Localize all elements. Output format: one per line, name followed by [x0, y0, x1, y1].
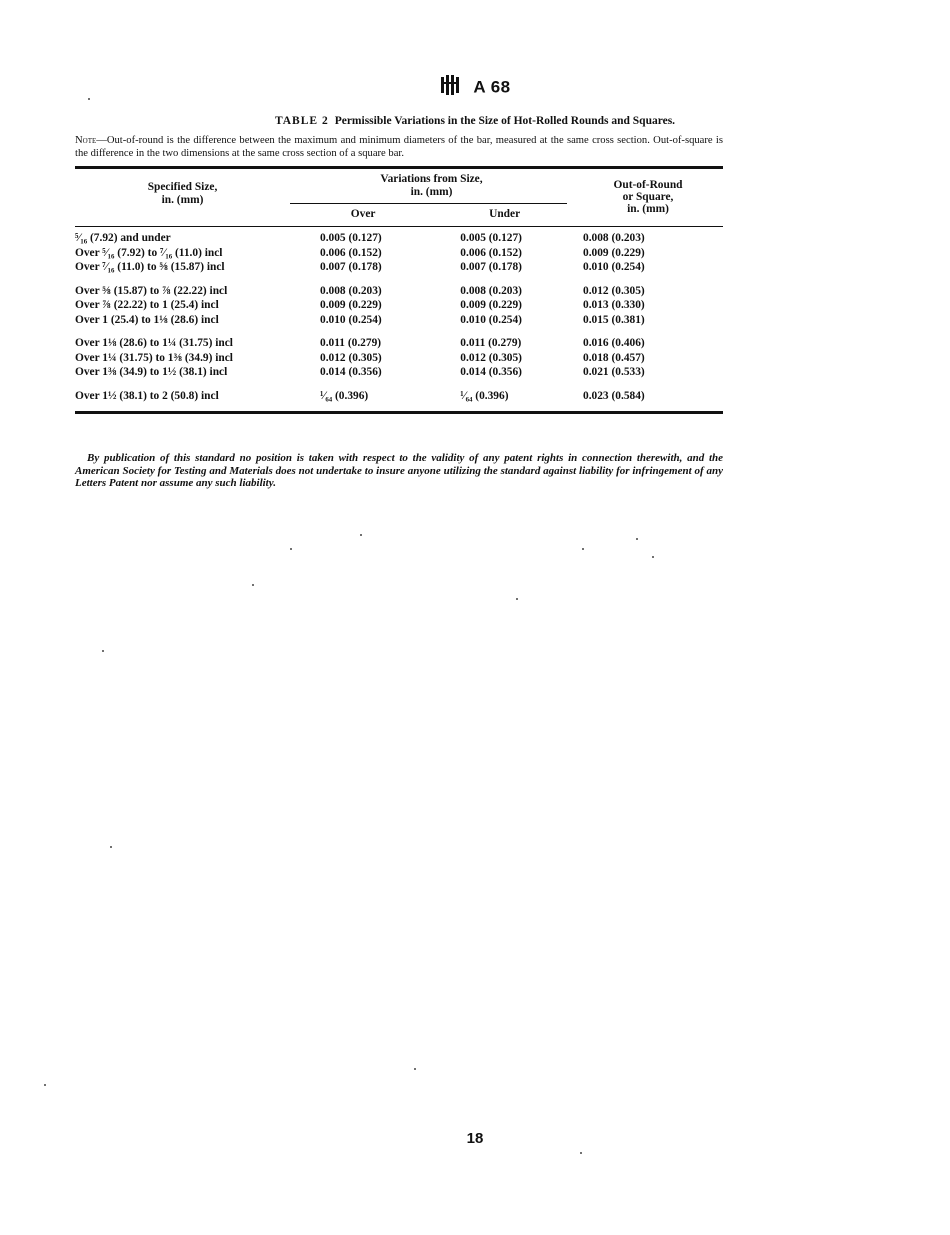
header-specified-size: Specified Size, in. (mm) [147, 181, 218, 206]
scan-speck [110, 846, 112, 848]
scan-speck [102, 650, 104, 652]
scan-speck [516, 598, 518, 600]
scan-speck [290, 548, 292, 550]
scan-speck [360, 534, 362, 536]
table-row: Over ⁵⁄₁₆ (7.92) to ⁷⁄₁₆ (11.0) incl 0.006 (0.152) 0.006 (0.152) 0.009 (0.229) [75, 246, 645, 259]
scan-speck [636, 538, 638, 540]
size-variations-table [75, 166, 723, 414]
table-row: Over ⅝ (15.87) to ⅞ (22.22) incl 0.008 (0.203) 0.008 (0.203) 0.012 (0.305) [75, 284, 645, 297]
table-row: ⁵⁄₁₆ (7.92) and under 0.005 (0.127) 0.005 (0.127) 0.008 (0.203) [75, 232, 645, 244]
scan-speck [580, 1152, 582, 1154]
table-row: Over 1 (25.4) to 1⅛ (28.6) incl 0.010 (0.254) 0.010 (0.254) 0.015 (0.381) [75, 313, 645, 326]
scan-speck [414, 1068, 416, 1070]
table-title [0, 115, 950, 127]
note-label: Note [75, 135, 97, 146]
header-variations: Variations from Size, in. (mm) [290, 169, 573, 204]
table-bottom-rule [75, 411, 723, 414]
scan-speck [44, 1084, 46, 1086]
table-row: Over 1¼ (31.75) to 1⅜ (34.9) incl 0.012 (0.305) 0.012 (0.305) 0.018 (0.457) [75, 351, 645, 364]
page-header [0, 74, 950, 101]
header-under: Under [489, 208, 521, 220]
table-row: Over 1½ (38.1) to 2 (50.8) incl ¹⁄₆₄ (0.396) ¹⁄₆₄ (0.396) 0.023 (0.584) [75, 389, 645, 402]
header-over: Over [350, 208, 376, 220]
scan-speck [88, 98, 90, 100]
scan-speck [582, 548, 584, 550]
table-row: Over ⅞ (22.22) to 1 (25.4) incl 0.009 (0.229) 0.009 (0.229) 0.013 (0.330) [75, 299, 645, 311]
astm-logo-icon [439, 74, 461, 101]
table-title-text: Permissible Variations in the Size of Hot-Rolled Rounds and Squares. [334, 115, 676, 127]
note-text: —Out-of-round is the difference between the maximum and minimum diameters of the bar, measured at the same cross section. Out-of-square is the difference in the two dimensions at the same cross section of a square bar. [75, 135, 723, 159]
page-number: 18 [466, 1130, 484, 1147]
patent-disclaimer: By publication of this standard no position is taken with respect to the validity of any patent rights in connection therewith, and the American Society for Testing and Materials does not undertake to insure anyone utilizing the standard against liability for infringement of any Letters Patent nor assume any such liability. [75, 452, 723, 489]
scan-speck [252, 584, 254, 586]
table-label: TABLE 2 [274, 115, 329, 127]
table-row: Over 1⅜ (34.9) to 1½ (38.1) incl 0.014 (0.356) 0.014 (0.356) 0.021 (0.533) [75, 366, 645, 378]
table-row: Over 1⅛ (28.6) to 1¼ (31.75) incl 0.011 (0.279) 0.011 (0.279) 0.016 (0.406) [75, 337, 645, 349]
table-row: Over ⁷⁄₁₆ (11.0) to ⅝ (15.87) incl 0.007 (0.178) 0.007 (0.178) 0.010 (0.254) [75, 261, 645, 273]
table-note [75, 134, 723, 160]
header-out-of-round: Out-of-Round or Square, in. (mm) [613, 179, 683, 215]
scan-speck [652, 556, 654, 558]
standard-designation: A 68 [473, 77, 511, 97]
